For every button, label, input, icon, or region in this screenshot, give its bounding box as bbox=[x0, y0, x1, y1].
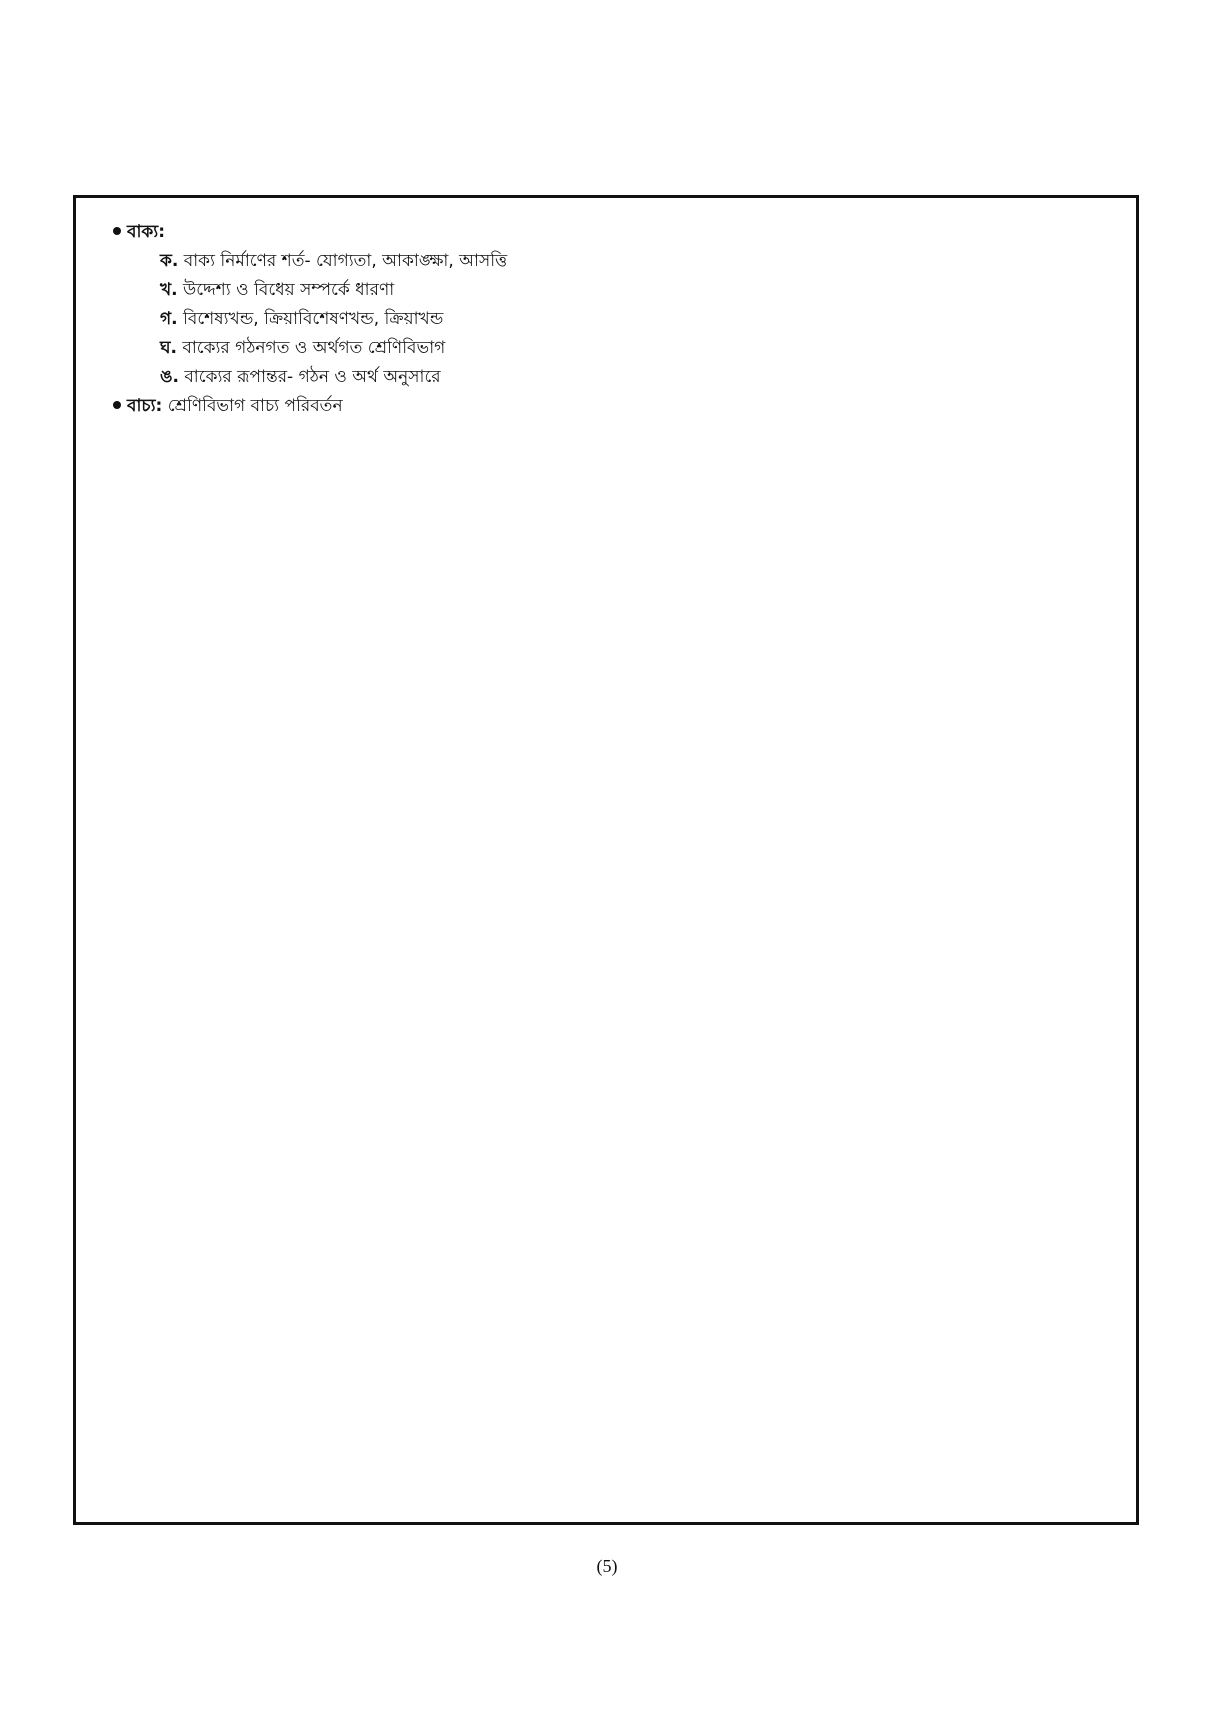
item-text: বাক্য নির্মাণের শর্ত- যোগ্যতা, আকাঙ্ক্ষা, আসত্তি bbox=[183, 251, 508, 271]
item-marker: খ. bbox=[160, 280, 178, 300]
list-item bbox=[113, 247, 1116, 276]
section-text: শ্রেণিবিভাগ বাচ্য পরিবর্তন bbox=[167, 396, 343, 416]
item-marker: গ. bbox=[160, 309, 178, 329]
item-marker: ক. bbox=[160, 251, 179, 271]
bullet-icon bbox=[113, 227, 121, 235]
item-text: বাক্যের রূপান্তর- গঠন ও অর্থ অনুসারে bbox=[184, 367, 441, 387]
page-number: (5) bbox=[596, 1556, 618, 1576]
list-item bbox=[113, 276, 1116, 305]
content-body bbox=[113, 218, 1116, 421]
list-item bbox=[113, 305, 1116, 334]
section-heading-vachya bbox=[113, 392, 1116, 421]
section-title: বাক্য: bbox=[127, 222, 166, 242]
item-text: উদ্দেশ্য ও বিধেয় সম্পর্কে ধারণা bbox=[183, 280, 395, 300]
item-marker: ঙ. bbox=[160, 367, 179, 387]
item-text: বাক্যের গঠনগত ও অর্থগত শ্রেণিবিভাগ bbox=[182, 338, 446, 358]
item-marker: ঘ. bbox=[160, 338, 177, 358]
item-text: বিশেষ্যখন্ড, ক্রিয়াবিশেষণখন্ড, ক্রিয়াখন্ড bbox=[183, 309, 444, 329]
list-item bbox=[113, 363, 1116, 392]
section-heading-vakya bbox=[113, 218, 1116, 247]
bullet-icon bbox=[113, 401, 121, 409]
section-title: বাচ্য: bbox=[127, 396, 163, 416]
content-frame bbox=[73, 195, 1139, 1525]
list-item bbox=[113, 334, 1116, 363]
